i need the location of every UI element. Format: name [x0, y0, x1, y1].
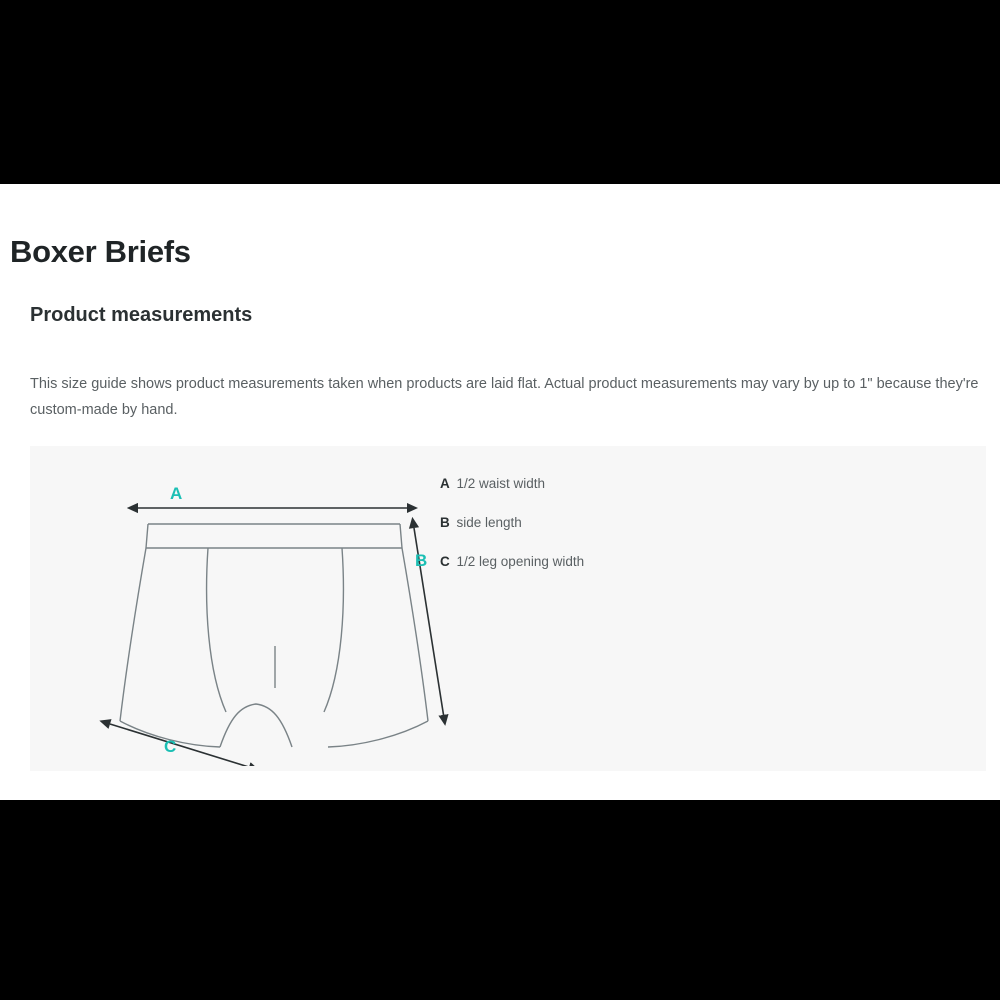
dimension-arrow-c [110, 724, 252, 766]
legend-label-a: 1/2 waist width [456, 476, 546, 491]
legend-key-a: A [440, 476, 450, 491]
dimension-label-b: B [415, 551, 428, 570]
section-heading: Product measurements [30, 304, 253, 326]
legend-item-a [440, 476, 860, 492]
description-text: This size guide shows product measurements taken when products are laid flat. Actual product measurements may vary by up to 1" because they're custom-made by hand. [30, 375, 979, 418]
garment-outline [120, 524, 428, 747]
measurement-figure [30, 446, 986, 771]
page-title: Boxer Briefs [10, 234, 191, 269]
legend-item-b [440, 515, 860, 531]
legend-item-c [440, 554, 860, 570]
dimension-label-c: C [164, 737, 177, 756]
measurement-legend [440, 476, 860, 593]
legend-label-c: 1/2 leg opening width [456, 554, 585, 569]
legend-label-b: side length [456, 515, 522, 530]
legend-key-c: C [440, 554, 450, 569]
size-guide-panel [0, 184, 1000, 800]
legend-key-b: B [440, 515, 450, 530]
boxer-briefs-illustration [80, 456, 460, 766]
dimension-label-a: A [170, 484, 183, 503]
